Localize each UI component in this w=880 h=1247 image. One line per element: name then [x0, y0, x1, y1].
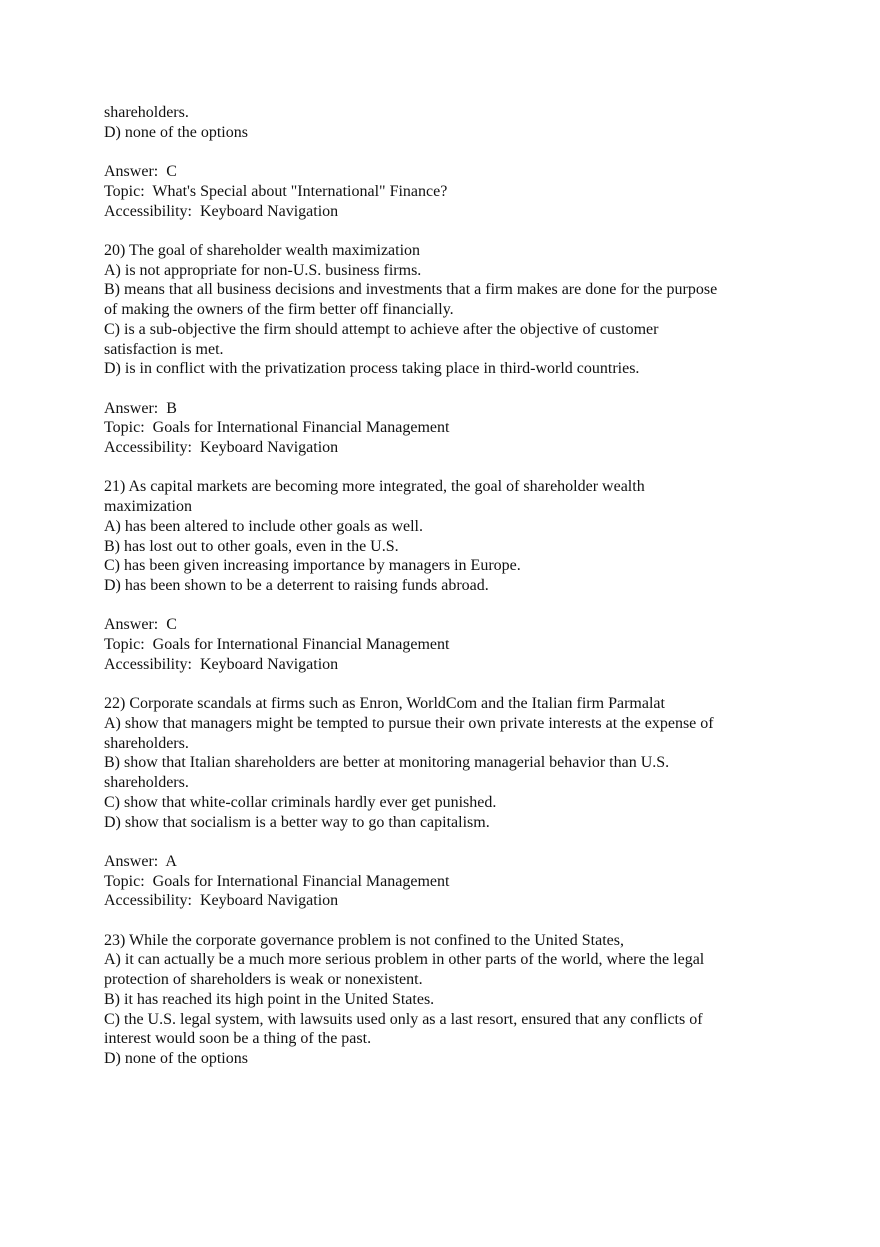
question-22	[104, 694, 784, 832]
option-d: D) none of the options	[104, 123, 248, 141]
option-d: D) is in conflict with the privatization process taking place in third-world countries.	[104, 360, 640, 378]
question-stem-cont: maximization	[104, 498, 192, 515]
answer-line: Answer: A	[104, 852, 177, 870]
option-b-cont: of making the owners of the firm better off financially.	[104, 301, 454, 318]
accessibility-line: Accessibility: Keyboard Navigation	[104, 892, 339, 910]
answer-block-20	[104, 399, 784, 458]
option-c-cont: interest would soon be a thing of the past.	[104, 1030, 372, 1048]
text-line: shareholders.	[104, 104, 189, 121]
option-d: D) show that socialism is a better way to go than capitalism.	[104, 813, 490, 831]
option-c: C) has been given increasing importance by managers in Europe.	[104, 557, 521, 575]
option-a: A) show that managers might be tempted to pursue their own private interests at the expense of	[104, 714, 714, 732]
document-content	[104, 103, 784, 1069]
accessibility-line: Accessibility: Keyboard Navigation	[104, 655, 339, 673]
question-stem: 23) While the corporate governance problem is not confined to the United States,	[104, 931, 624, 949]
question-stem: 20) The goal of shareholder wealth maximization	[104, 241, 421, 259]
option-d: D) none of the options	[104, 1050, 248, 1067]
answer-block-22	[104, 852, 784, 911]
option-c-cont: satisfaction is met.	[104, 340, 224, 358]
question-23	[104, 931, 784, 1069]
accessibility-line: Accessibility: Keyboard Navigation	[104, 202, 339, 220]
option-a: A) is not appropriate for non-U.S. business firms.	[104, 261, 422, 279]
option-b: B) it has reached its high point in the United States.	[104, 990, 435, 1008]
option-b-cont: shareholders.	[104, 774, 189, 791]
option-c: C) the U.S. legal system, with lawsuits used only as a last resort, ensured that any conflicts of	[104, 1010, 703, 1028]
topic-line: Topic: Goals for International Financial Management	[104, 419, 450, 437]
option-b: B) has lost out to other goals, even in the U.S.	[104, 537, 399, 555]
option-c: C) show that white-collar criminals hardly ever get punished.	[104, 793, 497, 811]
option-a: A) has been altered to include other goals as well.	[104, 517, 423, 535]
topic-line: Topic: Goals for International Financial Management	[104, 636, 450, 653]
option-a: A) it can actually be a much more serious problem in other parts of the world, where the legal	[104, 951, 705, 969]
option-c: C) is a sub-objective the firm should attempt to achieve after the objective of customer	[104, 320, 659, 338]
answer-line: Answer: C	[104, 616, 177, 634]
previous-question-continuation	[104, 103, 784, 143]
answer-line: Answer: B	[104, 399, 177, 417]
question-21	[104, 477, 784, 596]
option-a-cont: protection of shareholders is weak or nonexistent.	[104, 971, 423, 988]
topic-line: Topic: Goals for International Financial Management	[104, 872, 450, 890]
question-stem: 21) As capital markets are becoming more integrated, the goal of shareholder wealth	[104, 478, 645, 496]
question-stem: 22) Corporate scandals at firms such as Enron, WorldCom and the Italian firm Parmalat	[104, 695, 665, 712]
question-20	[104, 241, 784, 379]
answer-block-previous	[104, 162, 784, 221]
option-d: D) has been shown to be a deterrent to raising funds abroad.	[104, 577, 489, 594]
option-a-cont: shareholders.	[104, 734, 189, 752]
option-b: B) show that Italian shareholders are better at monitoring managerial behavior than U.S.	[104, 754, 670, 772]
accessibility-line: Accessibility: Keyboard Navigation	[104, 439, 339, 456]
answer-block-21	[104, 615, 784, 674]
answer-line: Answer: C	[104, 163, 177, 180]
option-b: B) means that all business decisions and investments that a firm makes are done for the purpose	[104, 281, 718, 299]
topic-line: Topic: What's Special about "International" Finance?	[104, 182, 448, 200]
